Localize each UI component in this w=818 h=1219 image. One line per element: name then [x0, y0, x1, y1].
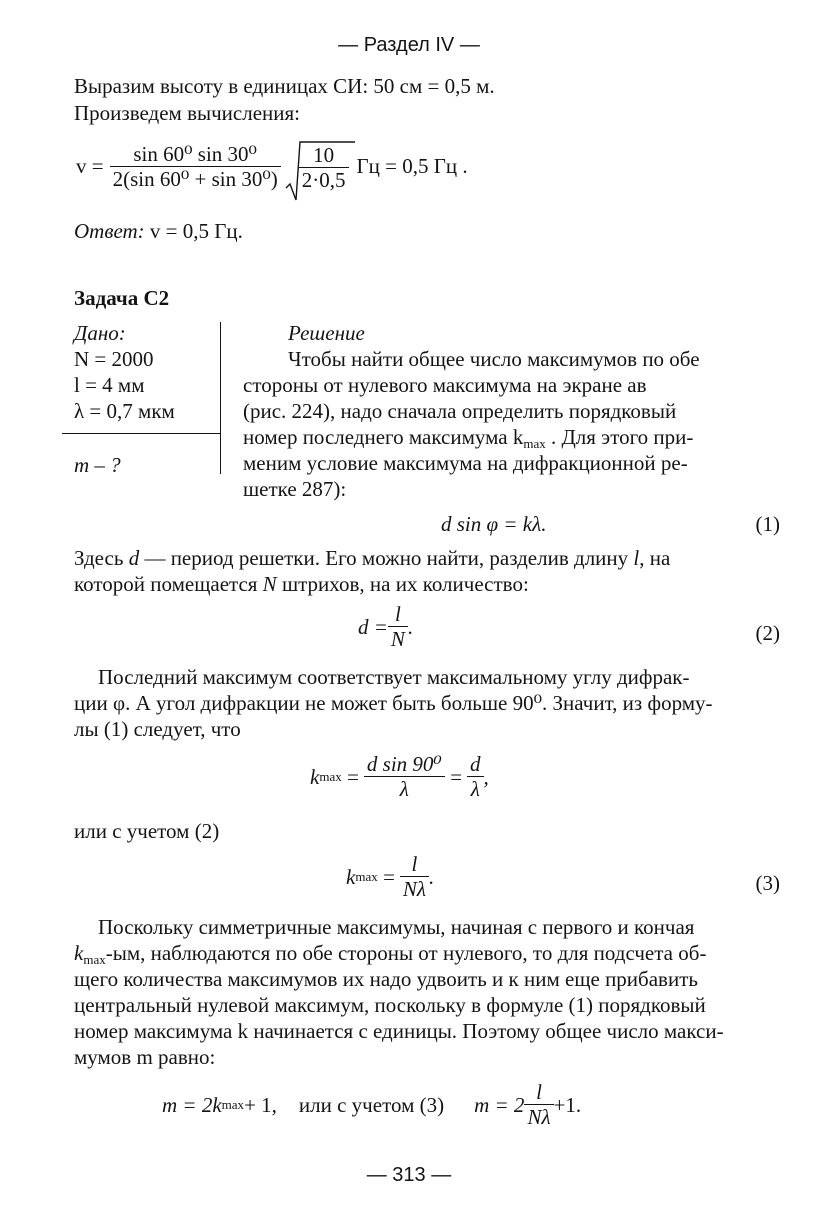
solution-text: номер последнего максимума k: [243, 425, 524, 449]
text: -ым, наблюдаются по обе стороны от нулевого, то для подсчета об-: [105, 941, 707, 965]
equation-number: (2): [755, 621, 780, 645]
page-number: — 313 —: [366, 1164, 452, 1186]
text: штрихов, на их количество:: [276, 572, 529, 596]
text: которой помещается: [74, 572, 263, 596]
text-line: [74, 571, 529, 597]
symbol: k: [310, 764, 320, 789]
formula-fraction: [524, 1080, 553, 1129]
answer-label: Ответ:: [74, 219, 145, 243]
solution-line: Чтобы найти общее число максимумов по обе: [288, 347, 700, 371]
equation-1: d sin φ = kλ.: [441, 512, 547, 536]
equals-sign: =: [381, 864, 396, 889]
solution-line: шетке 287):: [243, 477, 347, 501]
formula-tail: +1.: [553, 1092, 582, 1117]
answer-line: [74, 218, 243, 244]
solution-line: (рис. 224), надо сначала определить порядковый: [243, 399, 677, 423]
fraction-denominator: Nλ: [527, 1105, 551, 1130]
formula-fraction: [388, 602, 408, 651]
symbol: k: [346, 864, 356, 889]
text: , на: [639, 546, 671, 570]
fraction-denominator: λ: [470, 777, 480, 802]
fraction-numerator: sin 60⁰ sin 30⁰: [110, 142, 281, 167]
solution-line: стороны от нулевого максимума на экране ав: [243, 373, 647, 397]
root-numerator: 10: [299, 143, 349, 168]
text-line: Последний максимум соответствует максимальному углу дифрак-: [98, 665, 690, 689]
symbol: N: [262, 572, 277, 596]
formula-fraction: [467, 752, 484, 801]
radical-sign-icon: [285, 140, 355, 202]
formula-connector: или с учетом (3): [298, 1092, 445, 1117]
text-line: Выразим высоту в единицах СИ: 50 см = 0,5 м.: [74, 74, 495, 98]
subscript: max: [355, 868, 378, 884]
given-unknown: m – ?: [74, 453, 121, 477]
formula-rhs: Гц = 0,5 Гц .: [356, 154, 468, 179]
fraction-denominator: N: [390, 627, 405, 652]
fraction-denominator: 2(sin 60⁰ + sin 30⁰): [112, 166, 278, 191]
equation-2: [358, 602, 413, 651]
fraction-numerator: l: [388, 602, 408, 627]
text-line: или с учетом (2): [74, 819, 220, 843]
solution-line: меним условие максимума на дифракционной ре-: [243, 451, 688, 475]
formula-lhs: d =: [358, 614, 388, 639]
text-line: щего количества максимумов их надо удвоить и к ним еще прибавить: [74, 967, 698, 991]
solution-line: [243, 424, 693, 452]
subscript: max: [221, 1096, 245, 1112]
given-item: N = 2000: [74, 347, 154, 371]
symbol: d: [128, 546, 140, 570]
equation-number: (3): [755, 871, 780, 895]
equation-kmax: [310, 752, 489, 801]
root-denominator: 2·0,5: [301, 168, 346, 193]
equation-3: [346, 852, 434, 901]
page-header: — Раздел IV —: [338, 34, 480, 56]
subscript: max: [83, 952, 106, 967]
fraction-denominator: λ: [399, 777, 409, 802]
fraction-denominator: Nλ: [402, 877, 426, 902]
text-line: номер максимума k начинается с единицы. Поэтому общее число макси-: [74, 1019, 724, 1043]
formula-fraction: [364, 752, 445, 801]
formula-tail: .: [429, 864, 435, 889]
symbol: l: [633, 546, 640, 570]
text-line: мумов m равно:: [74, 1045, 216, 1069]
equation-number: (1): [755, 512, 780, 536]
fraction-numerator: d: [467, 752, 484, 777]
formula-part: + 1,: [244, 1092, 277, 1117]
text-line: лы (1) следует, что: [74, 717, 241, 741]
given-item: λ = 0,7 мкм: [74, 399, 175, 423]
equals-sign: =: [448, 764, 463, 789]
formula-lhs: v =: [76, 154, 104, 179]
equals-sign: =: [345, 764, 360, 789]
solution-title: Решение: [288, 321, 365, 345]
given-title: Дано:: [74, 321, 126, 345]
task-title: Задача С2: [74, 286, 170, 310]
formula-tail: .: [407, 614, 414, 639]
symbol: k: [74, 941, 84, 965]
text-line: Поскольку симметричные максимумы, начиная с первого и кончая: [98, 915, 695, 939]
formula-frequency: [76, 140, 468, 192]
subscript: max: [523, 436, 546, 451]
solution-text: . Для этого при-: [545, 425, 694, 449]
formula-part: m = 2: [474, 1092, 525, 1117]
given-vertical-rule: [220, 322, 221, 474]
given-item: l = 4 мм: [74, 373, 145, 397]
answer-value: v = 0,5 Гц.: [149, 219, 243, 243]
text-line: центральный нулевой максимум, поскольку в формуле (1) порядковый: [74, 993, 706, 1017]
text-line: [74, 545, 670, 571]
text-line: Произведем вычисления:: [74, 101, 300, 125]
equation-final: [162, 1080, 581, 1129]
formula-part: m = 2k: [162, 1092, 222, 1117]
formula-fraction: [110, 142, 281, 191]
given-divider: [62, 433, 220, 434]
formula-fraction: [400, 852, 429, 901]
formula-tail: ,: [483, 764, 489, 789]
text-line: [74, 940, 706, 968]
text: Здесь: [74, 546, 129, 570]
text: — период решетки. Его можно найти, разделив длину: [139, 546, 634, 570]
fraction-numerator: l: [524, 1080, 553, 1105]
fraction-numerator: l: [400, 852, 429, 877]
square-root: [285, 140, 349, 192]
subscript: max: [319, 768, 342, 784]
text-line: ции φ. А угол дифракции не может быть больше 90⁰. Значит, из форму-: [74, 691, 713, 715]
fraction-numerator: d sin 90⁰: [364, 752, 445, 777]
